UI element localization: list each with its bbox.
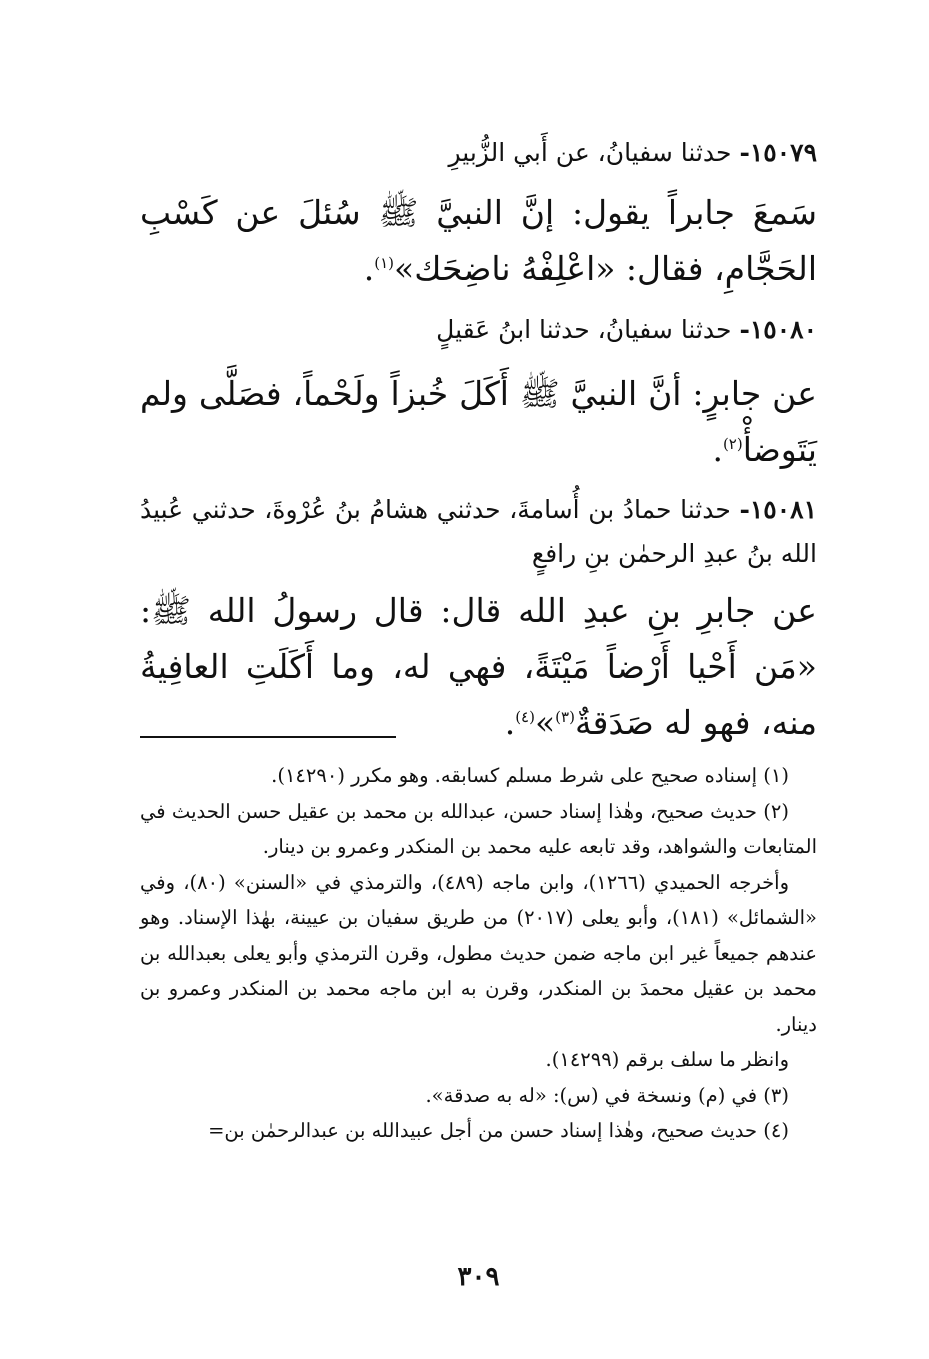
matn-text: عن جابرِ بنِ عبدِ الله قال: قال رسولُ الله ﷺ: «مَن أَحْيا أَرْضاً مَيْتَةً، فهي له، وما أَكَلَتِ العافِيةُ منه، فهو له صَدَقةٌ — [140, 591, 817, 742]
footnote-ref[interactable]: (٢) — [722, 435, 743, 453]
matn-end: . — [504, 703, 516, 742]
footnote-2-see-also: وانظر ما سلف برقم (١٤٢٩٩). — [545, 1048, 789, 1071]
hadith-matn-15079 — [140, 185, 817, 297]
footnote-2: (٢) حديث صحيح، وهٰذا إسناد حسن، عبدالله بن محمد بن عقيل حسن الحديث في المتابعات والشواهد، وقد تابعه عليه محمد بن المنكدر وعمرو بن دينار. — [140, 799, 817, 858]
isnad-text: حدثنا سفيانُ، عن أَبي الزُّبيرِ — [448, 138, 732, 167]
matn-end: . — [363, 249, 375, 288]
isnad-text: حدثنا حمادُ بن أُسامةَ، حدثني هشامُ بنُ عُرْوةَ، حدثني عُبيدُ الله بنُ عبدِ الرحمٰن بنِ رافعٍ — [140, 495, 817, 568]
footnote-divider — [140, 736, 396, 738]
hadith-matn-15080 — [140, 366, 817, 478]
matn-text: سَمعَ جابراً يقول: إنَّ النبيَّ ﷺ سُئلَ عن كَسْبِ الحَجَّامِ، فقال: «اعْلِفْهُ ناضِحَك» — [140, 193, 817, 288]
footnote-1: (١) إسناده صحيح على شرط مسلم كسابقه. وهو مكرر (١٤٢٩٠). — [271, 764, 789, 787]
footnote-ref[interactable]: (١) — [374, 254, 395, 272]
hadith-isnad-15081 — [140, 488, 817, 576]
footnote-2-continued: وأخرجه الحميدي (١٢٦٦)، وابن ماجه (٤٨٩)، والترمذي في «السنن» (٨٠)، وفي «الشمائل» (١٨١)، وأبو يعلى (٢٠١٧) من طريق سفيان بن عيينة، بهٰذا الإسناد. وهو عندهم جميعاً غير ابن ماجه ضمن حديث مطول، وقرن الترمذي وأبو يعلى بعبدالله بن محمد بن عقيل محمدَ بن المنكدر، وقرن به ابن ماجه محمد بن المنكدر وعمرو بن دينار. — [140, 870, 817, 1036]
footnote-4: (٤) حديث صحيح، وهٰذا إسناد حسن من أجل عبيدالله بن عبدالرحمٰن بن= — [208, 1119, 789, 1142]
matn-end: . — [712, 430, 723, 469]
footnote-ref[interactable]: (٣) — [555, 708, 575, 726]
hadith-number: ١٥٠٨١- — [739, 495, 818, 524]
hadith-isnad-15080 — [140, 308, 817, 352]
hadith-isnad-15079 — [140, 131, 817, 175]
hadith-number: ١٥٠٧٩- — [739, 138, 817, 167]
book-page — [140, 0, 817, 1359]
footnote-ref[interactable]: (٤) — [515, 708, 535, 726]
matn-tail: » — [534, 703, 556, 742]
page-number: ٣٠٩ — [457, 1262, 500, 1292]
hadith-number: ١٥٠٨٠- — [739, 315, 817, 344]
footnote-3: (٣) في (م) ونسخة في (س): «له به صدقة». — [425, 1083, 789, 1107]
isnad-text: حدثنا سفيانُ، حدثنا ابنُ عَقيلٍ — [436, 315, 732, 344]
matn-text: عن جابرٍ: أنَّ النبيَّ ﷺ أَكَلَ خُبزاً ولَحْماً، فصَلَّى ولم يَتَوضأْ — [140, 374, 817, 469]
hadith-matn-15081 — [140, 583, 817, 751]
footnotes-section — [140, 758, 817, 1149]
